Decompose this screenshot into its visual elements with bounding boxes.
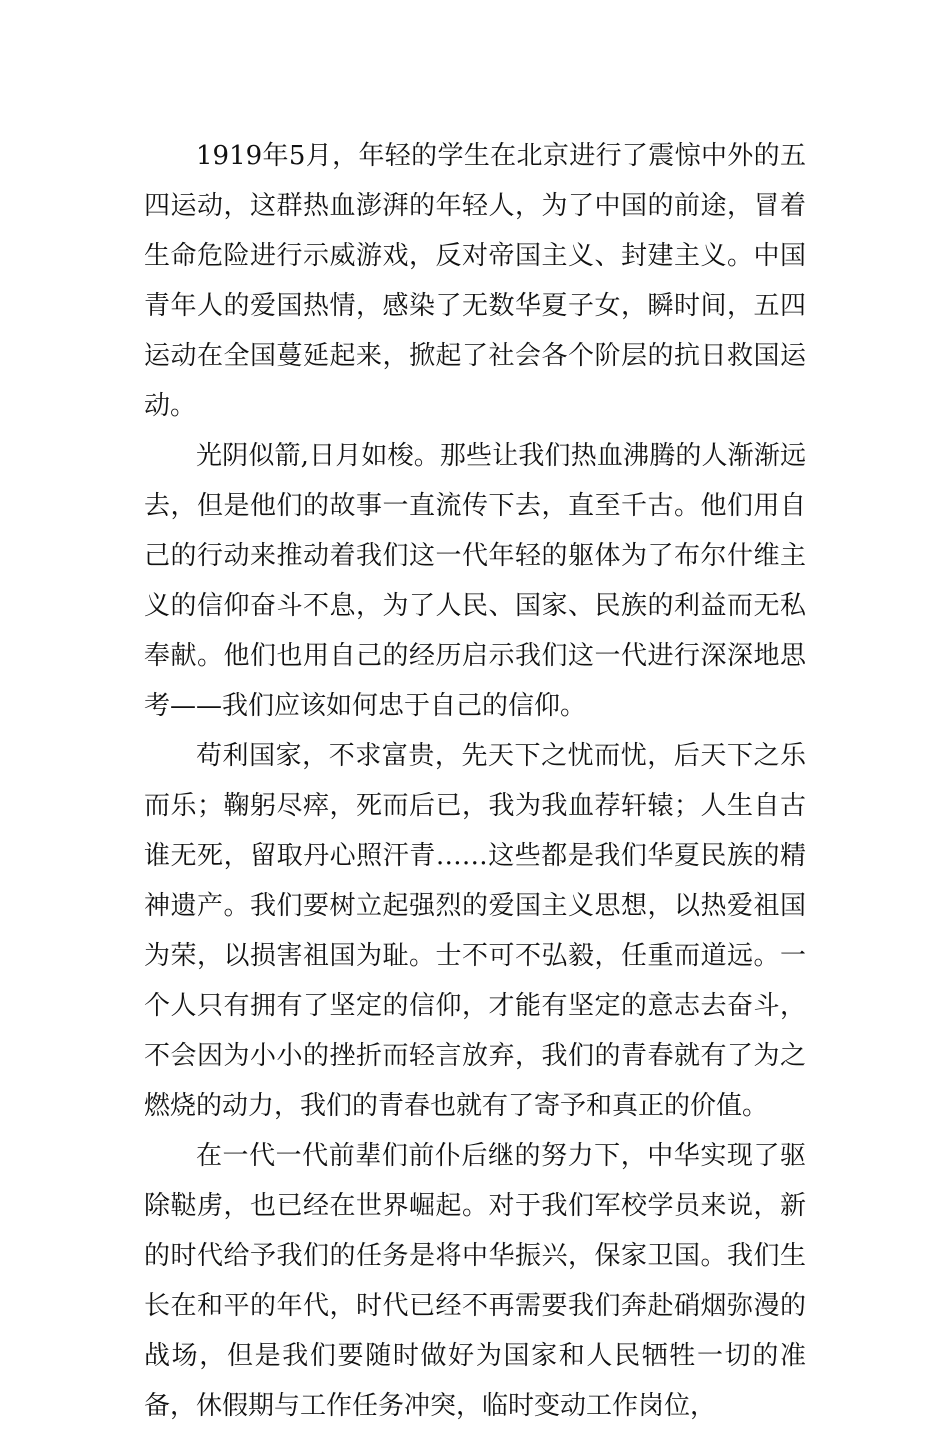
paragraph-time-flies: 光阴似箭,日月如梭。那些让我们热血沸腾的人渐渐远去，但是他们的故事一直流传下去，直至千古。他们用自己的行动来推动着我们这一代年轻的躯体为了布尔什维主义的信仰奋斗不息，为了人民、国家、民族的利益而无私奉献。他们也用自己的经历启示我们这一代进行深深地思考——我们应该如何忠于自己的信仰。 <box>144 441 806 721</box>
paragraph-new-era: 在一代一代前辈们前仆后继的努力下，中华实现了驱除鞑虏，也已经在世界崛起。对于我们军校学员来说，新的时代给予我们的任务是将中华振兴，保家卫国。我们生长在和平的年代，时代已经不再需要我们奔赴硝烟弥漫的战场，但是我们要随时做好为国家和人民牺牲一切的准备，休假期与工作任务冲突，临时变动工作岗位， <box>144 1141 806 1421</box>
paragraph-patriotism: 苟利国家，不求富贵，先天下之忧而忧，后天下之乐而乐；鞠躬尽瘁，死而后已，我为我血荐轩辕；人生自古谁无死，留取丹心照汗青……这些都是我们华夏民族的精神遗产。我们要树立起强烈的爱国主义思想，以热爱祖国为荣，以损害祖国为耻。士不可不弘毅，任重而道远。一个人只有拥有了坚定的信仰，才能有坚定的意志去奋斗，不会因为小小的挫折而轻言放弃，我们的青春就有了为之燃烧的动力，我们的青春也就有了寄予和真正的价值。 <box>144 741 806 1121</box>
paragraph-may-fourth: 1919年5月，年轻的学生在北京进行了震惊中外的五四运动，这群热血澎湃的年轻人，为了中国的前途，冒着生命危险进行示威游戏，反对帝国主义、封建主义。中国青年人的爱国热情，感染了无数华夏子女，瞬时间，五四运动在全国蔓延起来，掀起了社会各个阶层的抗日救国运动。 <box>144 141 806 421</box>
document-body <box>144 131 806 1431</box>
